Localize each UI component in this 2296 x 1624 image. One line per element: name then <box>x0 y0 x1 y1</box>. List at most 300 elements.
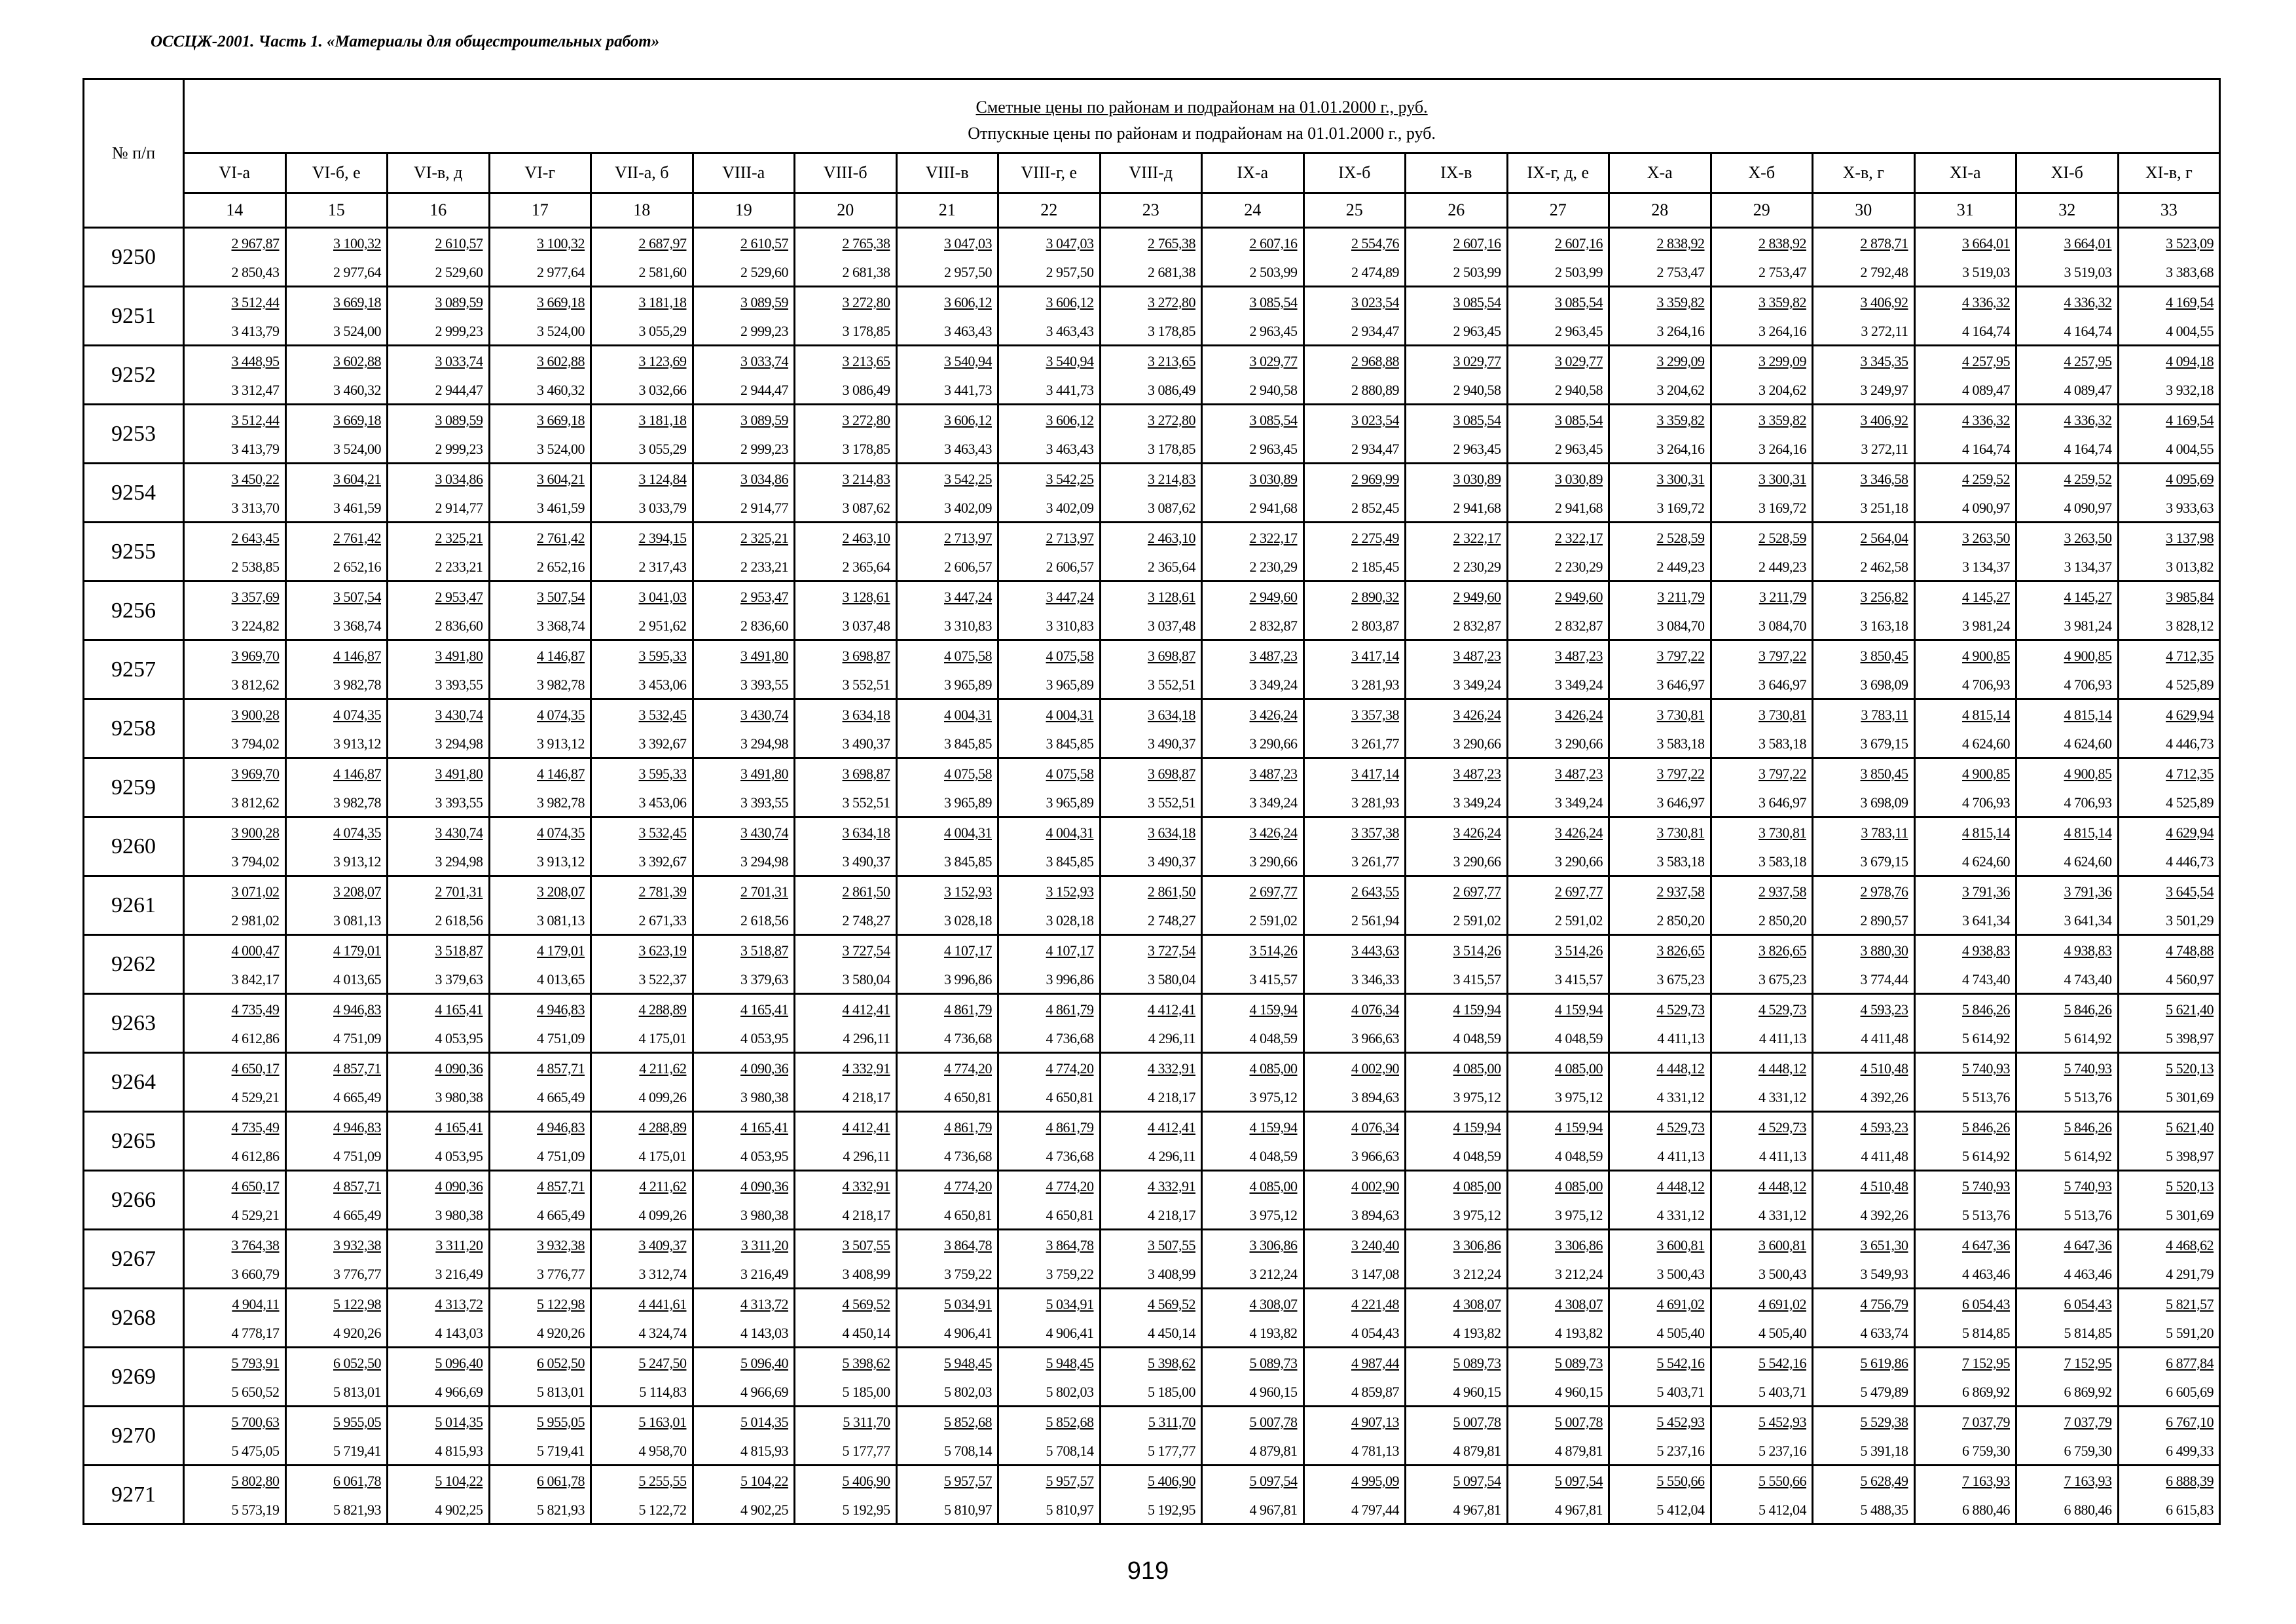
price-cell <box>998 405 1101 464</box>
column-index: 15 <box>285 193 388 228</box>
release-price: 2 503,99 <box>1249 264 1298 280</box>
release-price: 4 089,47 <box>1962 382 2010 398</box>
release-price: 2 529,60 <box>740 264 788 280</box>
price-cell <box>1303 876 1406 935</box>
release-price: 5 810,97 <box>1046 1502 1094 1518</box>
estimate-price: 7 163,93 <box>1962 1473 2010 1489</box>
price-cell <box>1303 464 1406 523</box>
release-price: 2 850,43 <box>231 264 280 280</box>
estimate-price: 3 900,28 <box>231 707 280 723</box>
release-price: 2 671,33 <box>638 912 687 929</box>
estimate-price: 4 815,14 <box>2064 824 2112 841</box>
release-price: 4 013,65 <box>333 971 381 987</box>
price-cell <box>896 1289 998 1348</box>
price-cell <box>2016 876 2119 935</box>
price-cell <box>1303 1053 1406 1112</box>
price-cell <box>1100 346 1202 405</box>
estimate-price: 4 075,58 <box>944 766 992 782</box>
release-price: 3 776,77 <box>333 1266 381 1282</box>
release-price: 2 365,64 <box>842 559 890 575</box>
estimate-price: 4 900,85 <box>1962 648 2010 664</box>
price-cell <box>489 699 591 758</box>
release-price: 2 941,68 <box>1555 500 1603 516</box>
price-cell <box>896 640 998 699</box>
release-price: 3 349,24 <box>1249 676 1298 693</box>
estimate-price: 4 004,31 <box>944 824 992 841</box>
item-code: 9254 <box>84 464 184 523</box>
table-row <box>84 640 2220 699</box>
release-price: 2 963,45 <box>1555 441 1603 457</box>
column-index: 28 <box>1609 193 1711 228</box>
estimate-price: 2 838,92 <box>1656 235 1705 251</box>
price-cell <box>1100 817 1202 876</box>
release-price: 3 812,62 <box>231 794 280 811</box>
release-price: 3 463,43 <box>1046 323 1094 339</box>
price-cell <box>1711 228 1813 287</box>
price-cell <box>998 994 1101 1053</box>
release-price: 3 845,85 <box>1046 735 1094 752</box>
release-price: 4 193,82 <box>1453 1325 1501 1341</box>
release-price: 2 832,87 <box>1249 618 1298 634</box>
estimate-price: 2 607,16 <box>1555 235 1603 251</box>
estimate-price: 6 767,10 <box>2166 1414 2214 1430</box>
price-cell <box>998 1112 1101 1171</box>
price-cell <box>1100 228 1202 287</box>
estimate-price: 4 336,32 <box>1962 294 2010 310</box>
estimate-price: 4 650,17 <box>231 1060 280 1077</box>
price-cell <box>591 1171 693 1230</box>
price-cell <box>896 581 998 640</box>
table-row <box>84 287 2220 346</box>
estimate-price: 4 308,07 <box>1555 1296 1603 1312</box>
estimate-price: 3 783,11 <box>1861 707 1908 723</box>
release-price: 3 084,70 <box>1758 618 1806 634</box>
price-cell <box>1507 758 1609 817</box>
estimate-price: 5 398,62 <box>842 1355 890 1371</box>
estimate-price: 5 957,57 <box>1046 1473 1094 1489</box>
estimate-price: 3 071,02 <box>231 883 280 900</box>
price-cell <box>998 1348 1101 1407</box>
release-price: 6 880,46 <box>2064 1502 2112 1518</box>
price-cell <box>1202 640 1304 699</box>
price-cell <box>1406 1053 1508 1112</box>
item-code: 9250 <box>84 228 184 287</box>
estimate-price: 4 774,20 <box>1046 1178 1094 1194</box>
price-cell <box>1406 523 1508 581</box>
price-cell <box>1100 581 1202 640</box>
price-cell <box>1202 699 1304 758</box>
release-price: 3 641,34 <box>1962 912 2010 929</box>
release-price: 3 965,89 <box>944 676 992 693</box>
price-cell <box>1406 1466 1508 1524</box>
column-index: 17 <box>489 193 591 228</box>
estimate-price: 4 748,88 <box>2166 942 2214 959</box>
estimate-price: 2 861,50 <box>1148 883 1195 900</box>
price-cell <box>2118 1466 2220 1524</box>
release-price: 3 216,49 <box>435 1266 483 1282</box>
price-cell <box>998 346 1101 405</box>
estimate-price: 6 061,78 <box>537 1473 585 1489</box>
price-cell <box>1609 1289 1711 1348</box>
column-index: 20 <box>795 193 897 228</box>
release-price: 4 048,59 <box>1249 1030 1298 1046</box>
release-price: 4 013,65 <box>537 971 585 987</box>
district-header: XI-в, г <box>2118 153 2220 193</box>
release-price: 2 681,38 <box>842 264 890 280</box>
estimate-price: 3 491,80 <box>740 766 788 782</box>
estimate-price: 2 861,50 <box>842 883 890 900</box>
release-price: 3 981,24 <box>1962 618 2010 634</box>
release-price: 2 474,89 <box>1351 264 1399 280</box>
price-cell <box>1303 287 1406 346</box>
estimate-price: 5 007,78 <box>1453 1414 1501 1430</box>
estimate-price: 3 540,94 <box>944 353 992 369</box>
release-price: 3 982,78 <box>537 794 585 811</box>
price-cell <box>2118 1053 2220 1112</box>
price-cell <box>285 1230 388 1289</box>
release-price: 2 934,47 <box>1351 323 1399 339</box>
release-price: 3 294,98 <box>740 853 788 870</box>
release-price: 4 446,73 <box>2166 735 2214 752</box>
estimate-price: 4 815,14 <box>2064 707 2112 723</box>
release-price: 4 411,13 <box>1758 1030 1806 1046</box>
price-cell <box>1813 228 1915 287</box>
estimate-price: 5 520,13 <box>2166 1060 2214 1077</box>
price-cell <box>2118 1407 2220 1466</box>
price-cell <box>1813 1289 1915 1348</box>
estimate-price: 4 085,00 <box>1453 1178 1501 1194</box>
price-cell <box>1202 935 1304 994</box>
estimate-price: 4 332,91 <box>842 1060 890 1077</box>
price-cell <box>1202 1407 1304 1466</box>
estimate-price: 5 852,68 <box>944 1414 992 1430</box>
estimate-price: 4 510,48 <box>1860 1060 1908 1077</box>
release-price: 3 393,55 <box>435 676 483 693</box>
release-price: 4 143,03 <box>740 1325 788 1341</box>
price-cell <box>693 640 795 699</box>
price-cell <box>795 876 897 935</box>
table-row <box>84 1466 2220 1524</box>
price-cell <box>1914 876 2016 935</box>
district-header: XI-б <box>2016 153 2119 193</box>
estimate-price: 3 783,11 <box>1861 824 1908 841</box>
estimate-price: 3 034,86 <box>435 471 483 487</box>
release-price: 3 084,70 <box>1656 618 1705 634</box>
price-cell <box>896 758 998 817</box>
release-price: 3 500,43 <box>1758 1266 1806 1282</box>
price-cell <box>184 1230 286 1289</box>
estimate-price: 5 619,86 <box>1860 1355 1908 1371</box>
release-price: 2 832,87 <box>1555 618 1603 634</box>
price-cell <box>489 1171 591 1230</box>
estimate-price: 4 145,27 <box>2064 589 2112 605</box>
release-price: 4 879,81 <box>1555 1443 1603 1459</box>
release-price: 3 349,24 <box>1555 676 1603 693</box>
price-cell <box>591 1466 693 1524</box>
release-price: 3 033,79 <box>638 500 687 516</box>
release-price: 4 751,09 <box>537 1030 585 1046</box>
release-price: 3 519,03 <box>2064 264 2112 280</box>
price-cell <box>2118 346 2220 405</box>
release-price: 5 301,69 <box>2166 1089 2214 1105</box>
estimate-price: 4 165,41 <box>740 1119 788 1135</box>
price-cell <box>1303 699 1406 758</box>
estimate-price: 4 712,35 <box>2166 766 2214 782</box>
price-cell <box>1202 581 1304 640</box>
estimate-price: 5 948,45 <box>944 1355 992 1371</box>
price-cell <box>2016 1407 2119 1466</box>
release-price: 3 290,66 <box>1555 853 1603 870</box>
estimate-price: 3 240,40 <box>1351 1237 1399 1253</box>
price-cell <box>693 1348 795 1407</box>
estimate-price: 2 275,49 <box>1351 530 1399 546</box>
item-code: 9270 <box>84 1407 184 1466</box>
estimate-price: 5 034,91 <box>1046 1296 1094 1312</box>
estimate-price: 3 085,54 <box>1555 294 1603 310</box>
price-cell <box>1202 346 1304 405</box>
price-cell <box>388 346 490 405</box>
estimate-price: 2 610,57 <box>435 235 483 251</box>
estimate-price: 4 085,00 <box>1249 1060 1298 1077</box>
release-price: 4 624,60 <box>2064 735 2112 752</box>
caption-release-prices: Отпускные цены по районам и подрайонам на 01.01.2000 г., руб. <box>968 124 1436 143</box>
release-price: 4 743,40 <box>1962 971 2010 987</box>
estimate-price: 7 152,95 <box>1962 1355 2010 1371</box>
estimate-price: 3 023,54 <box>1351 294 1399 310</box>
price-cell <box>1303 405 1406 464</box>
release-price: 4 218,17 <box>842 1089 890 1105</box>
estimate-price: 3 030,89 <box>1249 471 1298 487</box>
release-price: 3 251,18 <box>1860 500 1908 516</box>
estimate-price: 4 002,90 <box>1351 1178 1399 1194</box>
price-cell <box>489 523 591 581</box>
price-cell <box>184 935 286 994</box>
release-price: 3 204,62 <box>1656 382 1705 398</box>
estimate-price: 4 179,01 <box>333 942 381 959</box>
price-cell <box>388 876 490 935</box>
estimate-price: 3 089,59 <box>435 294 483 310</box>
estimate-price: 5 740,93 <box>2064 1060 2112 1077</box>
release-price: 4 960,15 <box>1249 1384 1298 1400</box>
estimate-price: 3 900,28 <box>231 824 280 841</box>
estimate-price: 3 491,80 <box>435 648 483 664</box>
item-code: 9253 <box>84 405 184 464</box>
price-cell <box>795 758 897 817</box>
estimate-price: 4 569,52 <box>1148 1296 1195 1312</box>
price-cell <box>1711 758 1813 817</box>
release-price: 3 453,06 <box>638 794 687 811</box>
release-price: 2 503,99 <box>1555 264 1603 280</box>
price-cell <box>795 1407 897 1466</box>
release-price: 3 379,63 <box>740 971 788 987</box>
item-code: 9257 <box>84 640 184 699</box>
price-cell <box>1914 1053 2016 1112</box>
price-cell <box>1914 994 2016 1053</box>
release-price: 3 086,49 <box>1148 382 1195 398</box>
estimate-price: 4 938,83 <box>1962 942 2010 959</box>
estimate-price: 4 441,61 <box>638 1296 687 1312</box>
price-cell <box>693 935 795 994</box>
estimate-price: 4 107,17 <box>944 942 992 959</box>
estimate-price: 4 313,72 <box>435 1296 483 1312</box>
release-price: 4 525,89 <box>2166 794 2214 811</box>
price-cell <box>489 405 591 464</box>
price-cell <box>1914 581 2016 640</box>
estimate-price: 4 946,83 <box>333 1001 381 1018</box>
estimate-price: 3 669,18 <box>333 294 381 310</box>
price-cell <box>795 1348 897 1407</box>
district-header: X-в, г <box>1813 153 1915 193</box>
price-cell <box>2016 523 2119 581</box>
release-price: 4 331,12 <box>1656 1089 1705 1105</box>
release-price: 3 261,77 <box>1351 853 1399 870</box>
release-price: 4 633,74 <box>1860 1325 1908 1341</box>
estimate-price: 3 137,98 <box>2166 530 2214 546</box>
price-cell <box>1711 699 1813 758</box>
release-price: 3 346,33 <box>1351 971 1399 987</box>
release-price: 3 349,24 <box>1555 794 1603 811</box>
price-cell <box>2016 346 2119 405</box>
price-cell <box>998 1466 1101 1524</box>
price-cell <box>184 1407 286 1466</box>
estimate-price: 4 159,94 <box>1555 1119 1603 1135</box>
price-cell <box>388 699 490 758</box>
release-price: 5 237,16 <box>1758 1443 1806 1459</box>
estimate-price: 4 159,94 <box>1249 1001 1298 1018</box>
price-cell <box>489 994 591 1053</box>
price-cell <box>1711 464 1813 523</box>
price-cell <box>896 1230 998 1289</box>
price-cell <box>1914 699 2016 758</box>
release-price: 3 261,77 <box>1351 735 1399 752</box>
estimate-price: 3 864,78 <box>944 1237 992 1253</box>
release-price: 5 479,89 <box>1860 1384 1908 1400</box>
estimate-price: 4 647,36 <box>2064 1237 2112 1253</box>
estimate-price: 3 306,86 <box>1249 1237 1298 1253</box>
estimate-price: 3 797,22 <box>1656 766 1705 782</box>
estimate-price: 4 075,58 <box>944 648 992 664</box>
estimate-price: 3 029,77 <box>1249 353 1298 369</box>
price-cell <box>2118 228 2220 287</box>
release-price: 5 813,01 <box>333 1384 381 1400</box>
price-cell <box>998 1407 1101 1466</box>
table-row <box>84 876 2220 935</box>
price-cell <box>1507 346 1609 405</box>
release-price: 3 490,37 <box>1148 853 1195 870</box>
caption-estimate-prices: Сметные цены по районам и подрайонам на 01.01.2000 г., руб. <box>975 98 1428 117</box>
price-cell <box>1609 1112 1711 1171</box>
estimate-price: 3 152,93 <box>944 883 992 900</box>
release-price: 4 218,17 <box>1148 1089 1195 1105</box>
release-price: 4 966,69 <box>740 1384 788 1400</box>
column-index: 29 <box>1711 193 1813 228</box>
estimate-price: 4 159,94 <box>1453 1119 1501 1135</box>
release-price: 3 519,03 <box>1962 264 2010 280</box>
estimate-price: 2 765,38 <box>1148 235 1195 251</box>
release-price: 4 446,73 <box>2166 853 2214 870</box>
estimate-price: 4 569,52 <box>842 1296 890 1312</box>
estimate-price: 3 507,54 <box>537 589 585 605</box>
price-cell <box>1202 464 1304 523</box>
price-cell <box>591 876 693 935</box>
estimate-price: 3 669,18 <box>333 412 381 428</box>
release-price: 2 591,02 <box>1249 912 1298 929</box>
release-price: 5 614,92 <box>1962 1148 2010 1164</box>
estimate-price: 4 211,62 <box>639 1060 687 1077</box>
estimate-price: 4 288,89 <box>638 1119 687 1135</box>
release-price: 6 759,30 <box>2064 1443 2112 1459</box>
estimate-price: 2 967,87 <box>231 235 280 251</box>
estimate-price: 4 090,36 <box>435 1060 483 1077</box>
price-cell <box>1303 935 1406 994</box>
page-number: 919 <box>1127 1557 1169 1585</box>
release-price: 6 615,83 <box>2166 1502 2214 1518</box>
release-price: 2 914,77 <box>435 500 483 516</box>
release-price: 3 845,85 <box>944 853 992 870</box>
price-cell <box>2016 935 2119 994</box>
release-price: 5 821,93 <box>333 1502 381 1518</box>
estimate-price: 4 336,32 <box>2064 412 2112 428</box>
district-header: X-а <box>1609 153 1711 193</box>
release-price: 4 967,81 <box>1453 1502 1501 1518</box>
price-cell <box>591 817 693 876</box>
release-price: 3 982,78 <box>333 676 381 693</box>
price-cell <box>2118 640 2220 699</box>
release-price: 2 503,99 <box>1453 264 1501 280</box>
price-cell <box>2118 1289 2220 1348</box>
price-cell <box>795 405 897 464</box>
price-cell <box>1100 1407 1202 1466</box>
release-price: 5 708,14 <box>1046 1443 1094 1459</box>
release-price: 4 624,60 <box>2064 853 2112 870</box>
release-price: 4 324,74 <box>638 1325 687 1341</box>
estimate-price: 5 104,22 <box>435 1473 483 1489</box>
estimate-price: 4 085,00 <box>1453 1060 1501 1077</box>
price-cell <box>1507 1348 1609 1407</box>
price-cell <box>1202 994 1304 1053</box>
price-cell <box>1202 405 1304 464</box>
release-price: 3 463,43 <box>944 323 992 339</box>
price-cell <box>285 1171 388 1230</box>
release-price: 4 090,97 <box>1962 500 2010 516</box>
estimate-price: 5 089,73 <box>1555 1355 1603 1371</box>
estimate-price: 3 299,09 <box>1758 353 1806 369</box>
estimate-price: 5 247,50 <box>638 1355 687 1371</box>
release-price: 4 624,60 <box>1962 853 2010 870</box>
price-cell <box>998 464 1101 523</box>
estimate-price: 4 774,20 <box>944 1060 992 1077</box>
price-cell <box>591 581 693 640</box>
release-price: 3 845,85 <box>1046 853 1094 870</box>
estimate-price: 3 256,82 <box>1860 589 1908 605</box>
estimate-price: 5 955,05 <box>333 1414 381 1430</box>
estimate-price: 3 128,61 <box>1148 589 1195 605</box>
estimate-price: 3 507,55 <box>1148 1237 1195 1253</box>
release-price: 2 449,23 <box>1656 559 1705 575</box>
estimate-price: 4 946,83 <box>537 1119 585 1135</box>
release-price: 3 794,02 <box>231 853 280 870</box>
estimate-price: 4 308,07 <box>1453 1296 1501 1312</box>
price-cell <box>285 287 388 346</box>
estimate-price: 3 123,69 <box>638 353 687 369</box>
release-price: 3 163,18 <box>1860 618 1908 634</box>
estimate-price: 3 602,88 <box>537 353 585 369</box>
release-price: 4 650,81 <box>944 1089 992 1105</box>
estimate-price: 3 300,31 <box>1758 471 1806 487</box>
price-cell <box>896 1112 998 1171</box>
release-price: 3 415,57 <box>1555 971 1603 987</box>
price-cell <box>1813 699 1915 758</box>
